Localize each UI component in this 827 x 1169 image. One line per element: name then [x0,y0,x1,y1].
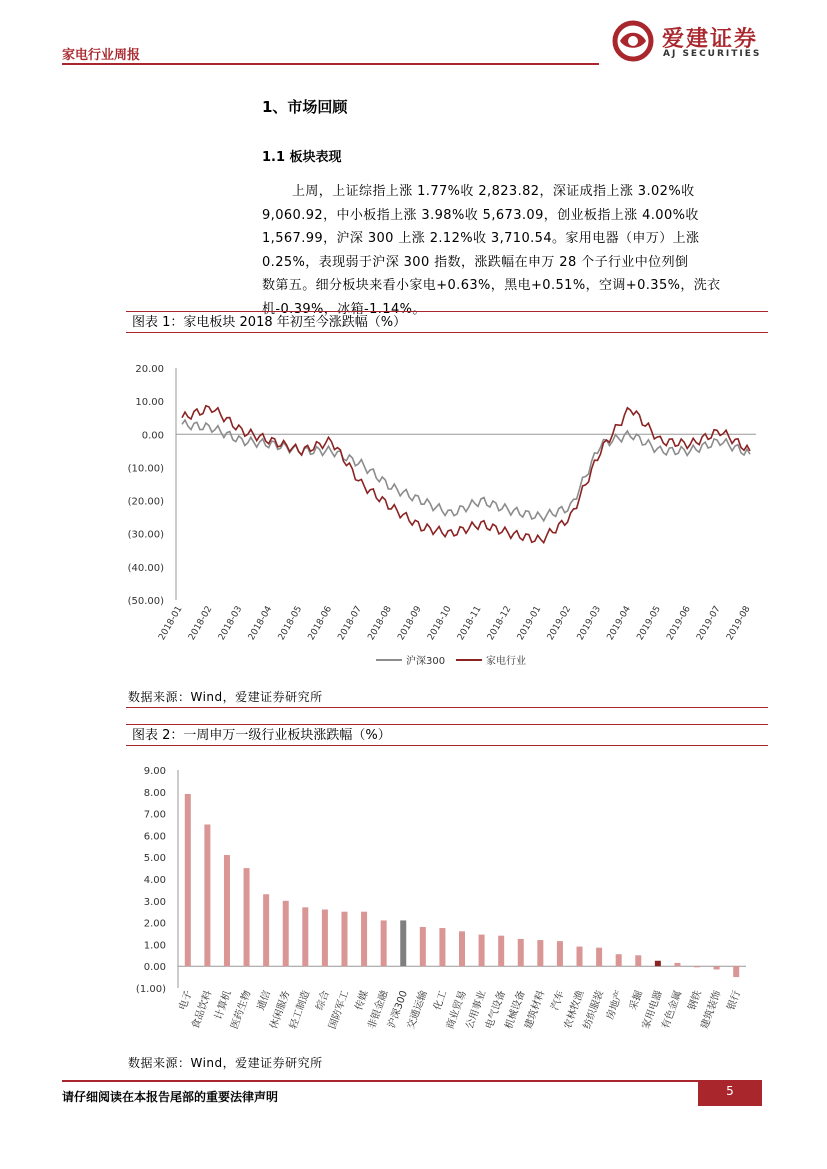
x-tick-label: 机械设备 [503,989,528,1031]
bar-chart [126,750,768,1048]
header-divider [62,63,599,65]
y-tick-label: (20.00) [127,496,164,508]
x-tick-label: 通信 [255,989,273,1012]
y-tick-label: 2.00 [143,918,166,930]
x-tick-label: 2018-05 [276,604,305,643]
x-tick-label: 非银金融 [366,989,391,1031]
figure2-title: 图表 2：一周申万一级行业板块涨跌幅（%） [126,724,768,746]
x-tick-label: 2019-01 [515,604,544,643]
y-tick-label: 8.00 [143,787,166,799]
x-tick-label: 2019-03 [575,604,604,643]
x-tick-label: 轻工制造 [288,989,313,1031]
y-tick-label: 7.00 [143,809,166,821]
paragraph-line: 9,060.92，中小板指上涨 3.98%收 5,673.09，创业板指上涨 4.00%收 [262,207,699,223]
x-tick-label: 2019-06 [665,604,693,643]
series-line [182,406,750,543]
x-tick-label: 2019-07 [695,604,723,643]
y-tick-label: 0.00 [143,962,166,974]
bar [224,855,230,966]
x-tick-label: 医药生物 [229,989,254,1031]
subsection-title: 1.1 板块表现 [262,150,342,165]
x-tick-label: 家用电器 [640,989,665,1031]
x-tick-label: 有色金属 [660,989,685,1031]
x-tick-label: 综合 [314,989,332,1012]
x-tick-label: 2018-10 [426,604,454,643]
x-tick-label: 2018-01 [157,604,185,643]
bar [322,910,328,967]
y-tick-label: (1.00) [135,984,166,995]
y-tick-label: (10.00) [127,463,164,475]
x-tick-label: 2018-04 [246,604,275,643]
x-tick-label: 国防军工 [327,989,352,1031]
y-tick-label: 3.00 [143,896,166,908]
bar [341,912,347,967]
x-tick-label: 建筑装饰 [699,989,724,1031]
company-logo-icon [610,20,656,62]
x-tick-label: 2019-08 [725,604,753,643]
x-tick-label: 交通运输 [405,989,430,1031]
y-tick-label: 1.00 [143,940,166,952]
paragraph-line: 上周，上证综指上涨 1.77%收 2,823.82，深证成指上涨 3.02%收 [292,184,695,199]
x-tick-label: 农林牧渔 [562,989,587,1031]
x-tick-label: 房地产 [604,989,626,1022]
bar [674,963,680,966]
series-line [182,420,750,521]
x-tick-label: 2018-02 [187,604,215,643]
bar [204,825,210,967]
y-tick-label: (30.00) [127,529,164,541]
footer-divider [62,1080,698,1082]
x-tick-label: 化工 [432,989,450,1012]
figure1-source: 数据来源：Wind，爱建证券研究所 [128,690,323,704]
y-tick-label: (40.00) [127,562,164,574]
x-tick-label: 2018-08 [366,604,394,643]
y-tick-label: 0.00 [141,430,164,442]
y-tick-label: (50.00) [127,596,164,607]
paragraph-line: 数第五。细分板块来看小家电+0.63%，黑电+0.51%，空调+0.35%，洗衣 [262,278,721,293]
bar [733,966,739,977]
report-title: 家电行业周报 [62,48,141,63]
x-tick-label: 汽车 [549,989,567,1012]
bar [439,928,445,966]
section-title: 1、市场回顾 [262,98,348,116]
market-review-paragraph [262,180,768,321]
company-logo-name-en: AJ SECURITIES [663,49,762,59]
x-tick-label: 商业贸易 [444,989,469,1031]
company-logo-name: 爱建证券 [662,27,759,52]
bar [498,936,504,967]
bar [185,794,191,966]
x-tick-label: 2018-12 [485,604,514,643]
x-tick-label: 2018-09 [396,604,424,643]
x-tick-label: 2018-06 [306,604,335,643]
bar [244,868,250,966]
figure2-source: 数据来源：Wind，爱建证券研究所 [128,1056,323,1070]
page-number: 5 [698,1080,762,1106]
x-tick-label: 公用事业 [464,989,489,1031]
figure1-bottom-rule [126,707,768,708]
x-tick-label: 2019-02 [545,604,574,643]
bar [381,920,387,966]
x-tick-label: 钢铁 [686,989,704,1012]
x-tick-label: 电子 [177,989,195,1012]
legend-label: 家电行业 [486,656,526,667]
bar [302,907,308,966]
bar [655,961,661,966]
x-tick-label: 电气设备 [483,989,508,1031]
line-chart [126,340,768,680]
legal-disclaimer-link[interactable]: 请仔细阅读在本报告尾部的重要法律声明 [62,1090,279,1104]
bar [459,931,465,966]
bar [596,948,602,967]
bar [361,912,367,967]
x-tick-label: 建筑材料 [523,989,548,1031]
x-tick-label: 2019-05 [635,604,663,643]
bar [537,940,543,966]
bar [400,920,406,966]
y-tick-label: 9.00 [143,766,166,777]
x-tick-label: 休闲服务 [268,989,293,1031]
x-tick-label: 2018-11 [456,604,484,643]
paragraph-line: 机-0.39%，冰箱-1.14%。 [262,301,426,317]
x-tick-label: 沪深300 [386,989,411,1030]
x-tick-label: 食品饮料 [190,989,215,1031]
x-tick-label: 2018-07 [336,604,364,643]
x-tick-label: 2019-04 [605,604,634,643]
y-tick-label: 4.00 [143,875,166,886]
bar [635,955,641,966]
y-tick-label: 10.00 [135,397,164,409]
paragraph-line: 1,567.99，沪深 300 上涨 2.12%收 3,710.54。家用电器（申万）上涨 [262,231,700,246]
bar [694,966,700,967]
bar [714,966,720,969]
x-tick-label: 计算机 [213,989,234,1022]
legend-label: 沪深300 [406,656,446,667]
bar [577,947,583,967]
y-tick-label: 20.00 [135,364,164,375]
y-tick-label: 6.00 [143,831,166,843]
x-tick-label: 2018-03 [216,604,245,643]
bar [283,901,289,966]
paragraph-line: 0.25%，表现弱于沪深 300 指数，涨跌幅在申万 28 个子行业中位列倒 [262,254,689,270]
y-tick-label: 5.00 [143,853,166,865]
x-tick-label: 银行 [725,989,744,1012]
bar [616,954,622,966]
bar [557,941,563,966]
x-tick-label: 纺织服装 [581,989,606,1031]
figure1-title: 图表 1：家电板块 2018 年初至今涨跌幅（%） [126,311,768,333]
bar [479,935,485,967]
bar [420,927,426,966]
x-tick-label: 传媒 [353,989,371,1012]
bar [518,939,524,966]
bar [263,894,269,966]
x-tick-label: 采掘 [627,989,646,1012]
